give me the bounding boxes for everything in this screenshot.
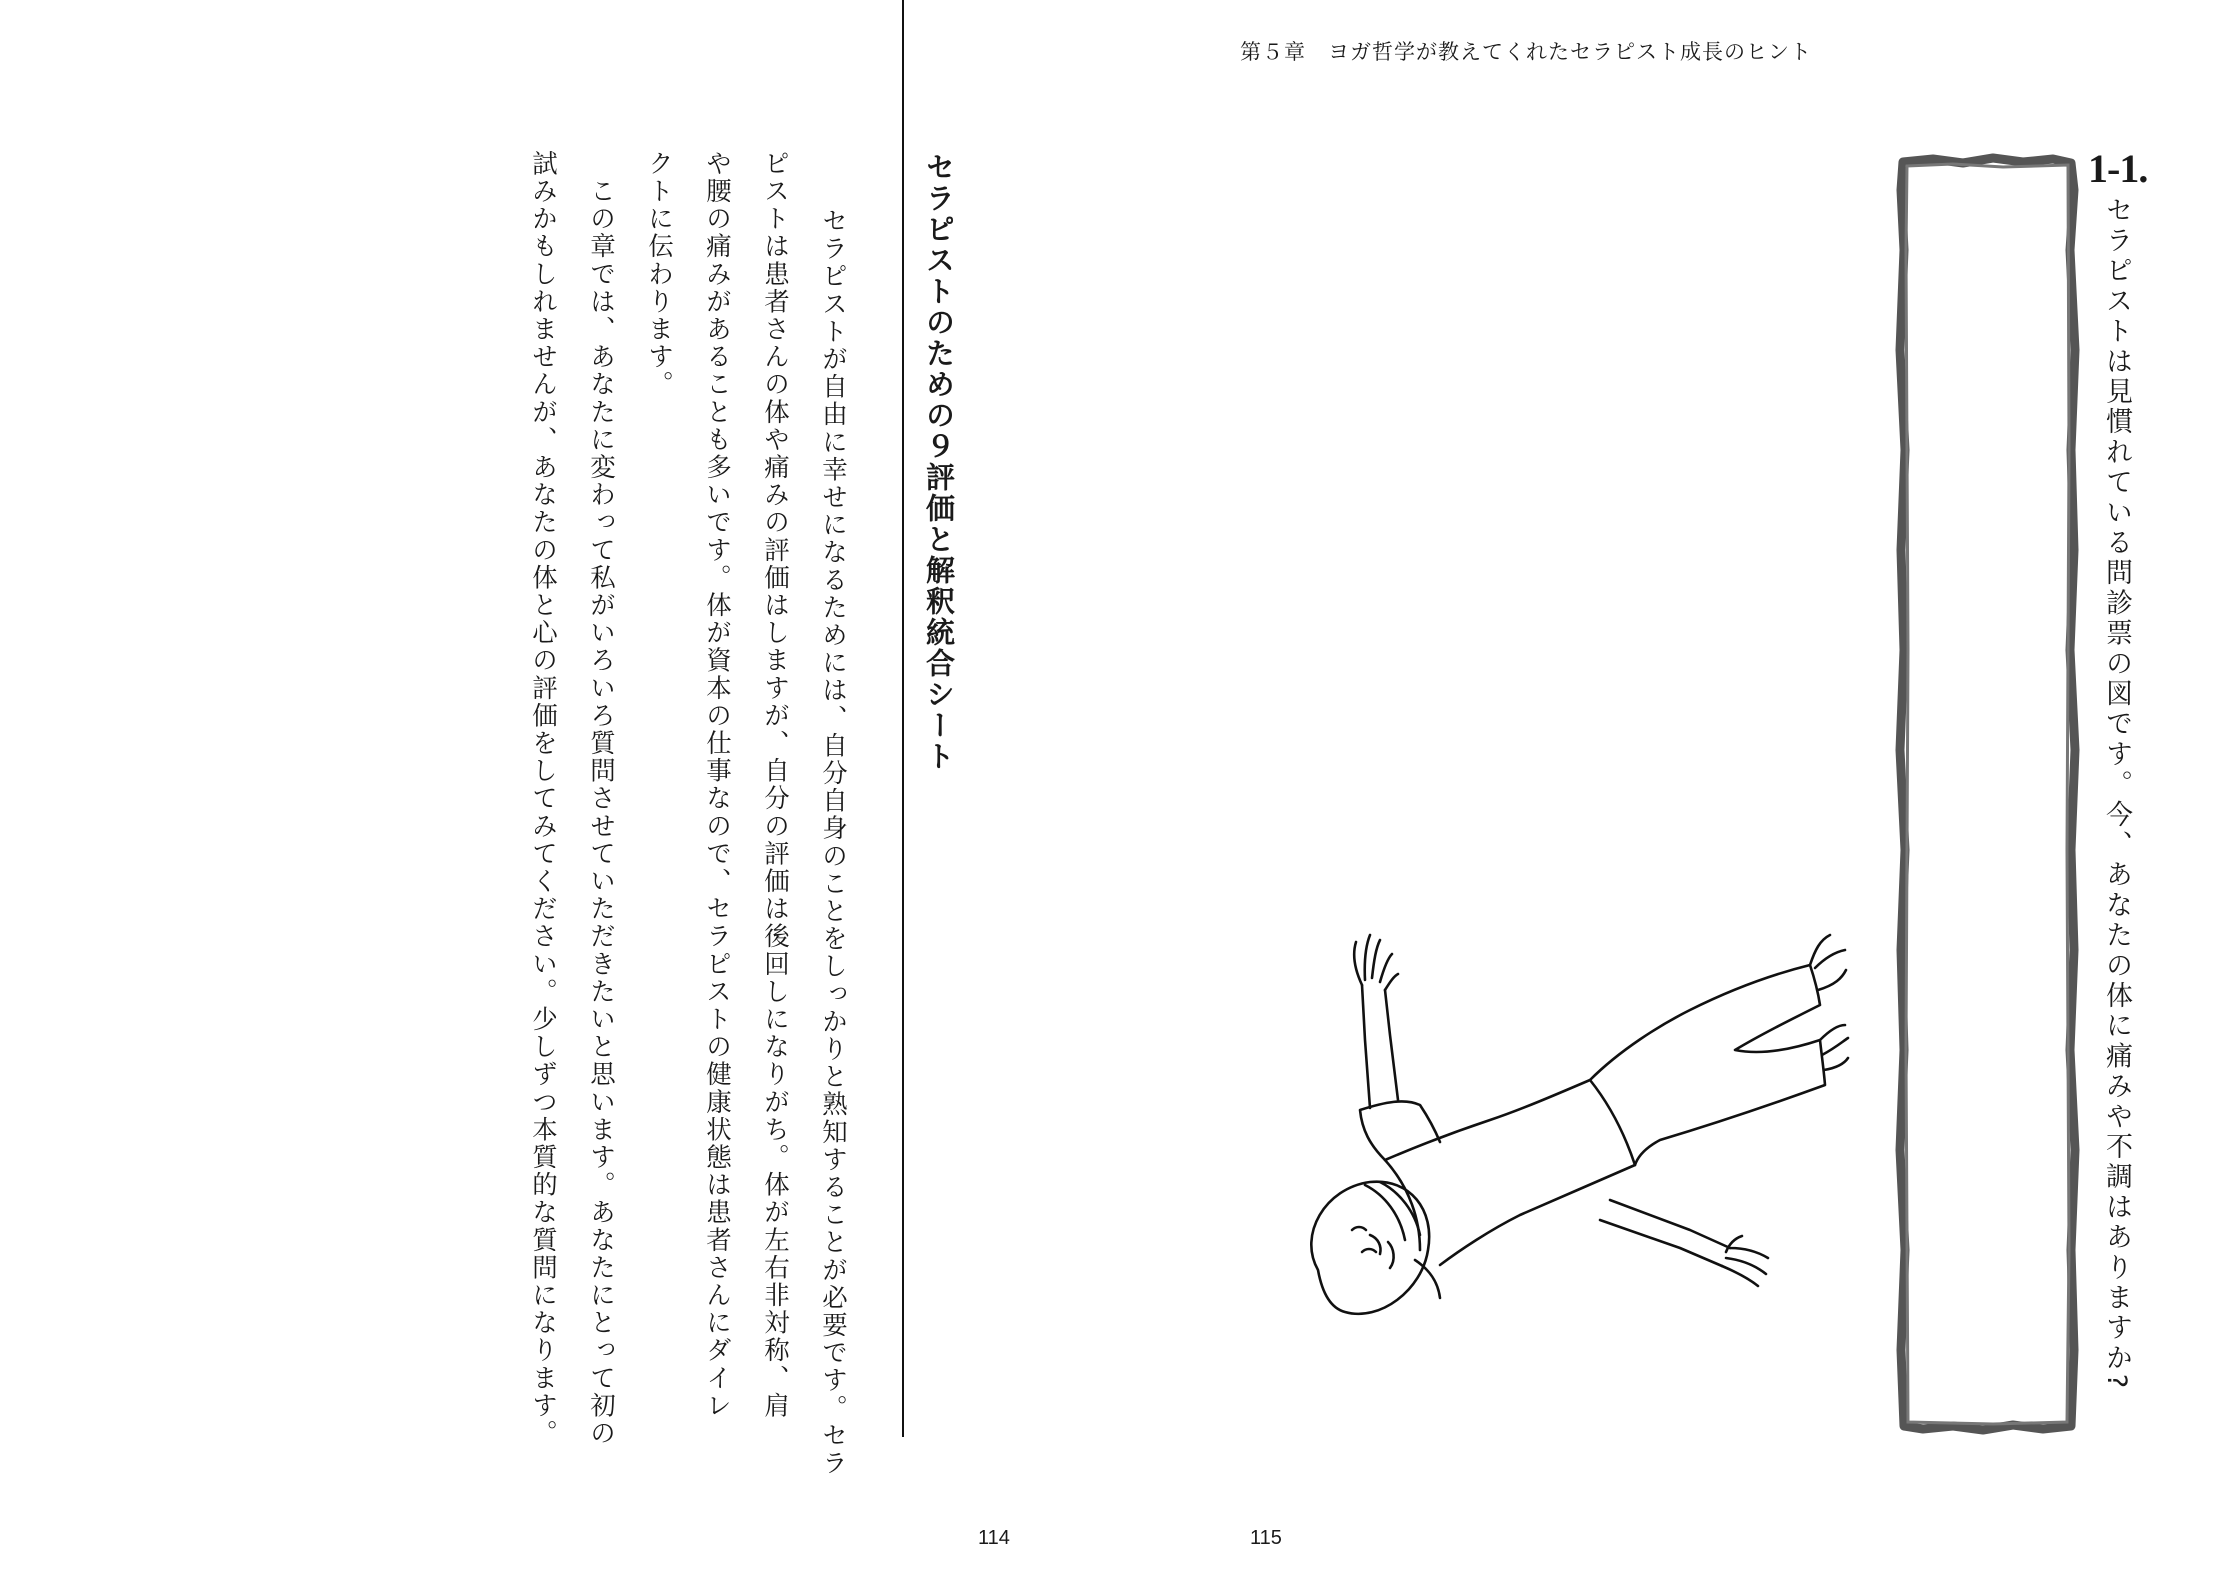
gutter-rule (902, 0, 904, 1437)
section-title: セラピストのための９評価と解釈統合シート (922, 152, 956, 772)
answer-box (1893, 150, 2083, 1440)
page-number-left: 114 (978, 1527, 1010, 1549)
body-line: や腰の痛みがあることも多いです。体が資本の仕事なので、セラピストの健康状態は患者さんにダイレ (702, 150, 732, 1420)
page-number-right: 115 (1250, 1527, 1282, 1549)
running-head: 第５章 ヨガ哲学が教えてくれたセラピスト成長のヒント (1240, 40, 1812, 64)
body-line: この章では、あなたに変わって私がいろいろ質問させていただきたいと思います。あなたにとって初の (586, 150, 616, 1448)
person-lying-body-diagram (1290, 930, 1850, 1400)
body-line: クトに伝わります。 (644, 150, 674, 399)
question-text: セラピストは見慣れている問診票の図です。今、あなたの体に痛みや不調はありますか? (2101, 196, 2132, 1392)
question-number: 1-1. (2088, 146, 2148, 191)
body-line: セラピストが自由に幸せになるためには、自分自身のことをしっかりと熟知することが必要です。セラ (818, 180, 848, 1478)
body-line: 試みかもしれませんが、あなたの体と心の評価をしてみてください。少しずつ本質的な質問になります。 (528, 150, 558, 1448)
body-line: ピストは患者さんの体や痛みの評価はしますが、自分の評価は後回しになりがち。体が左右非対称、肩 (760, 150, 790, 1420)
